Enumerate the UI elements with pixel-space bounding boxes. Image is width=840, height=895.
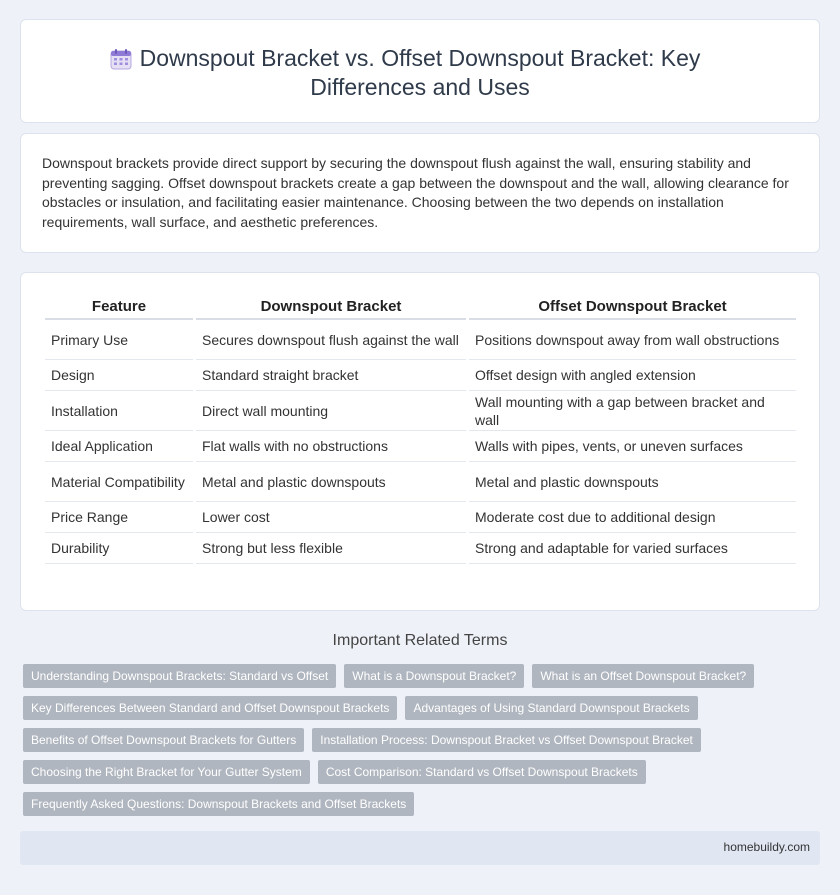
- footer: [20, 831, 820, 865]
- table-cell: Ideal Application: [45, 431, 193, 462]
- table-row: [45, 360, 796, 391]
- related-term-link[interactable]: What is an Offset Downspout Bracket?: [532, 664, 754, 688]
- related-term-link[interactable]: Key Differences Between Standard and Offset Downspout Brackets: [23, 696, 397, 720]
- table-cell: Metal and plastic downspouts: [196, 462, 466, 502]
- table-cell: Metal and plastic downspouts: [469, 462, 796, 502]
- table-cell: Direct wall mounting: [196, 391, 466, 431]
- table-cell: Wall mounting with a gap between bracket and wall: [469, 391, 796, 431]
- column-header: Feature: [45, 294, 193, 320]
- table-row: [45, 462, 796, 502]
- table-cell: Design: [45, 360, 193, 391]
- table-cell: Moderate cost due to additional design: [469, 502, 796, 533]
- table-cell: Price Range: [45, 502, 193, 533]
- related-term-link[interactable]: Understanding Downspout Brackets: Standard vs Offset: [23, 664, 336, 688]
- table-row: [45, 533, 796, 564]
- table-cell: Offset design with angled extension: [469, 360, 796, 391]
- table-cell: Strong and adaptable for varied surfaces: [469, 533, 796, 564]
- table-row: [45, 431, 796, 462]
- table-cell: Positions downspout away from wall obstructions: [469, 320, 796, 360]
- title-card: [20, 19, 820, 123]
- related-term-link[interactable]: Benefits of Offset Downspout Brackets for Gutters: [23, 728, 304, 752]
- table-row: [45, 391, 796, 431]
- related-terms-list: [23, 664, 803, 824]
- related-term-link[interactable]: Frequently Asked Questions: Downspout Brackets and Offset Brackets: [23, 792, 414, 816]
- table-header-row: [45, 294, 796, 320]
- table-cell: Walls with pipes, vents, or uneven surfaces: [469, 431, 796, 462]
- related-terms-heading: Important Related Terms: [332, 632, 508, 649]
- table-cell: Primary Use: [45, 320, 193, 360]
- comparison-table-card: [20, 272, 820, 611]
- table-cell: Durability: [45, 533, 193, 564]
- related-term-link[interactable]: Installation Process: Downspout Bracket vs Offset Downspout Bracket: [312, 728, 701, 752]
- table-row: [45, 502, 796, 533]
- table-cell: Flat walls with no obstructions: [196, 431, 466, 462]
- column-header: Offset Downspout Bracket: [469, 294, 796, 320]
- table-cell: Material Compatibility: [45, 462, 193, 502]
- table-cell: Strong but less flexible: [196, 533, 466, 564]
- related-term-link[interactable]: Advantages of Using Standard Downspout Brackets: [405, 696, 697, 720]
- table-row: [45, 320, 796, 360]
- related-term-link[interactable]: Cost Comparison: Standard vs Offset Downspout Brackets: [318, 760, 646, 784]
- related-term-link[interactable]: What is a Downspout Bracket?: [344, 664, 524, 688]
- page-title: Downspout Bracket vs. Offset Downspout Bracket: Key Differences and Uses: [139, 45, 701, 100]
- table-cell: Secures downspout flush against the wall: [196, 320, 466, 360]
- intro-paragraph: Downspout brackets provide direct support by securing the downspout flush against the wall, ensuring stability and preventing sagging. Offset downspout brackets create a gap between the downspout and the wall, allowing clearance for obstacles or insulation, and facilitating easier maintenance. Choosing between the two depends on installation requirements, wall surface, and aesthetic preferences.: [42, 155, 789, 230]
- table-cell: Standard straight bracket: [196, 360, 466, 391]
- table-cell: Lower cost: [196, 502, 466, 533]
- intro-card: [20, 133, 820, 253]
- comparison-table: [42, 294, 799, 564]
- footer-site-link[interactable]: homebuildy.com: [723, 840, 810, 854]
- column-header: Downspout Bracket: [196, 294, 466, 320]
- related-term-link[interactable]: Choosing the Right Bracket for Your Gutter System: [23, 760, 310, 784]
- table-cell: Installation: [45, 391, 193, 431]
